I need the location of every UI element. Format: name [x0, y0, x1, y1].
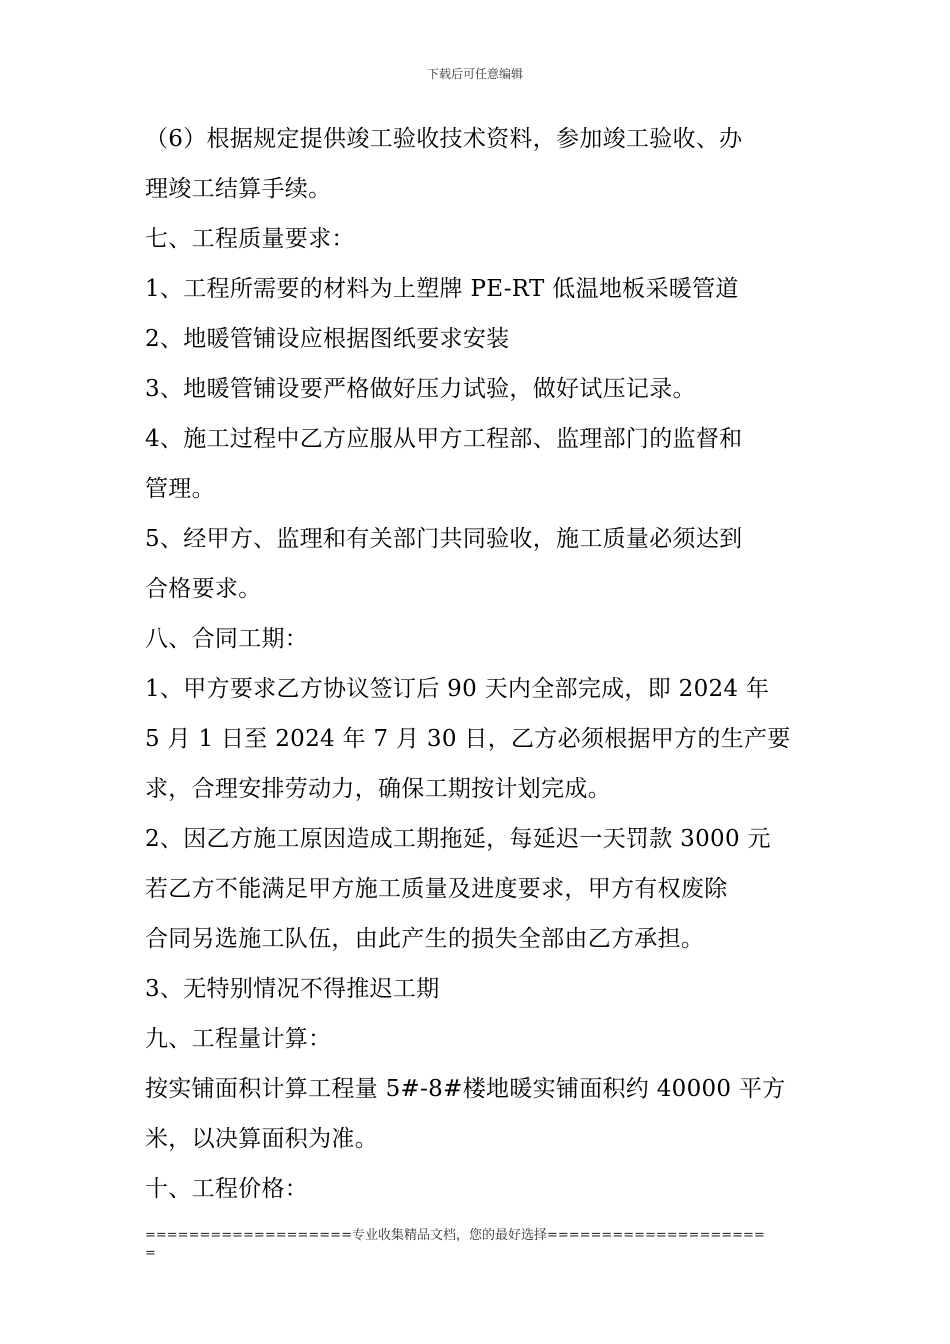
text-line: 2、地暖管铺设应根据图纸要求安装 [145, 326, 510, 352]
text-line: 1、甲方要求乙方协议签订后 90 天内全部完成，即 2024 年 [145, 676, 770, 702]
text-line: 若乙方不能满足甲方施工质量及进度要求，甲方有权废除 [145, 876, 728, 902]
text-line: 米，以决算面积为准。 [145, 1126, 378, 1152]
text-line: 1、工程所需要的材料为上塑牌 PE-RT 低温地板采暖管道 [145, 276, 739, 302]
text-line: 5、经甲方、监理和有关部门共同验收，施工质量必须达到 [145, 526, 743, 552]
text-line: （6）根据规定提供竣工验收技术资料，参加竣工验收、办 [145, 126, 743, 152]
footer-line: ===================专业收集精品文档，您的最好选择==================== [145, 1228, 765, 1243]
section-heading: 七、工程质量要求： [145, 226, 355, 252]
text-line: 3、地暖管铺设要严格做好压力试验，做好试压记录。 [145, 376, 696, 402]
text-line: 管理。 [145, 476, 215, 502]
text-line: 5 月 1 日至 2024 年 7 月 30 日，乙方必须根据甲方的生产要 [145, 726, 791, 752]
text-line: 3、无特别情况不得推迟工期 [145, 976, 440, 1002]
text-line: 2、因乙方施工原因造成工期拖延，每延迟一天罚款 3000 元 [145, 826, 771, 852]
text-line: 按实铺面积计算工程量 5#-8#楼地暖实铺面积约 40000 平方 [145, 1076, 786, 1102]
page-footer [145, 1227, 813, 1263]
page-header: 下载后可任意编辑 [426, 67, 523, 81]
section-heading: 十、工程价格： [145, 1176, 309, 1202]
footer-line-continuation: = [145, 1246, 156, 1261]
text-line: 理竣工结算手续。 [145, 176, 332, 202]
section-heading: 八、合同工期： [145, 626, 309, 652]
section-heading: 九、工程量计算： [145, 1026, 332, 1052]
text-line: 4、施工过程中乙方应服从甲方工程部、监理部门的监督和 [145, 426, 743, 452]
text-line: 合同另选施工队伍，由此产生的损失全部由乙方承担。 [145, 926, 705, 952]
document-body [145, 114, 813, 1214]
text-line: 求，合理安排劳动力，确保工期按计划完成。 [145, 776, 611, 802]
text-line: 合格要求。 [145, 576, 262, 602]
